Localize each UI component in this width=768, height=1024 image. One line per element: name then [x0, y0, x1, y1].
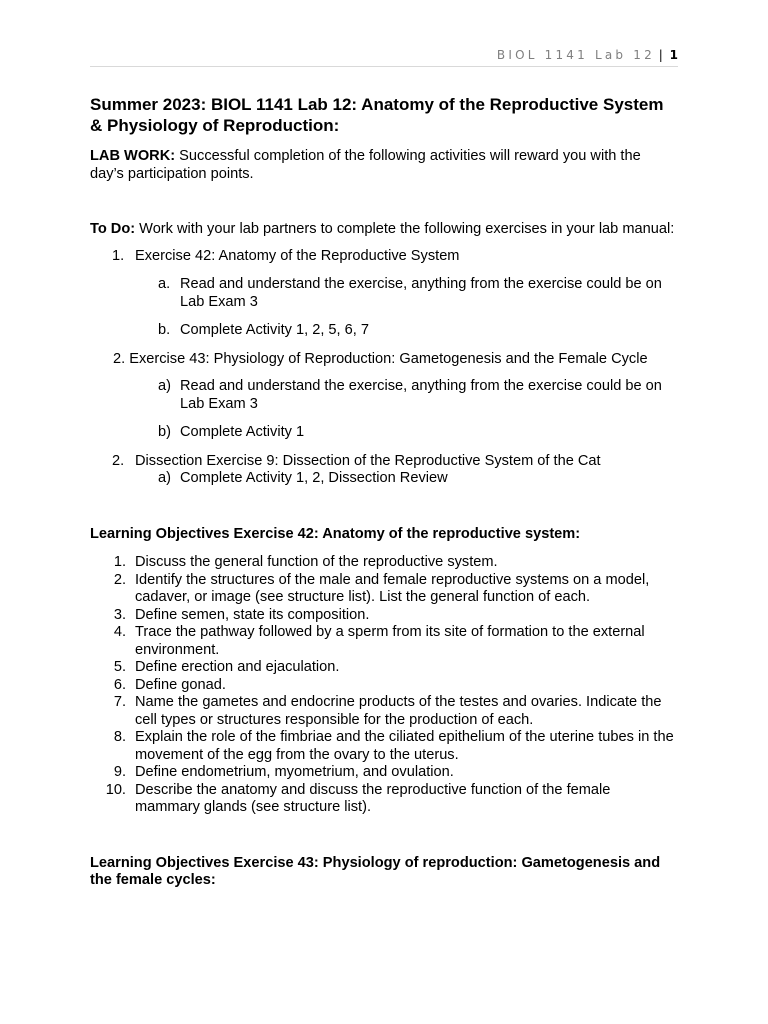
exercise-number: 2. [112, 452, 125, 469]
exercise-item [90, 248, 678, 266]
document-title: Summer 2023: BIOL 1141 Lab 12: Anatomy of the Reproductive System & Physiology of Reproduction: [90, 95, 664, 135]
objective-number: 3. [113, 606, 126, 623]
header-separator: | [658, 48, 663, 62]
exercise-subitem [90, 276, 678, 311]
subitem-text: Read and understand the exercise, anything from the exercise could be on Lab Exam 3 [180, 276, 662, 310]
exercise-text: Dissection Exercise 9: Dissection of the Reproductive System of the Cat [135, 452, 601, 469]
objective-number: 9. [113, 764, 126, 780]
objective-item [90, 782, 678, 817]
objective-item [90, 764, 678, 782]
objective-text: Define erection and ejaculation. [135, 659, 340, 675]
objective-item [90, 572, 678, 607]
subitem-text: Complete Activity 1, 2, 5, 6, 7 [180, 322, 369, 338]
exercise-item [90, 351, 678, 369]
exercise-item [90, 453, 678, 471]
objective-item [90, 729, 678, 764]
subitem-letter: b. [158, 322, 171, 338]
subitem-letter: b) [158, 424, 171, 440]
todo-paragraph [90, 221, 678, 239]
exercise-number: 1. [112, 247, 125, 264]
objective-text: Name the gametes and endocrine products of the testes and ovaries. Indicate the cell types or structures responsible for the production of each. [135, 694, 662, 728]
lab-work-paragraph [90, 148, 678, 183]
exercise-text: Exercise 42: Anatomy of the Reproductive System [135, 247, 460, 264]
objective-number: 7. [113, 694, 126, 710]
header-label: BIOL 1141 Lab 12 [496, 48, 655, 62]
objective-item [90, 694, 678, 729]
objective-item [90, 607, 678, 625]
subitem-text: Read and understand the exercise, anything from the exercise could be on Lab Exam 3 [180, 378, 662, 412]
objective-text: Identify the structures of the male and female reproductive systems on a model, cadaver, or image (see structure list). List the general function of each. [135, 571, 650, 605]
lab-work-label: LAB WORK: [90, 148, 176, 164]
todo-label: To Do: [90, 221, 136, 237]
objectives-42-heading: Learning Objectives Exercise 42: Anatomy of the reproductive system: [90, 525, 581, 542]
exercise-text: 2. Exercise 43: Physiology of Reproduction: Gametogenesis and the Female Cycle [113, 350, 648, 367]
objective-number: 4. [113, 624, 126, 640]
subitem-text: Complete Activity 1 [180, 424, 305, 440]
exercise-subitem [90, 470, 678, 488]
objective-text: Define gonad. [135, 676, 226, 693]
subitem-letter: a. [158, 276, 171, 292]
page-header [90, 44, 678, 67]
lab-work-text: Successful completion of the following activities will reward you with the day’s participation points. [90, 148, 641, 182]
objective-number: 8. [113, 729, 126, 745]
exercise-subitem [90, 424, 678, 442]
objective-text: Define semen, state its composition. [135, 606, 370, 623]
objective-text: Discuss the general function of the reproductive system. [135, 554, 498, 570]
objective-number: 10. [105, 781, 126, 798]
objective-item [90, 677, 678, 695]
page-number: 1 [669, 48, 678, 62]
objective-item [90, 659, 678, 677]
objective-number: 5. [113, 659, 126, 675]
exercise-subitem [90, 322, 678, 340]
todo-text: Work with your lab partners to complete the following exercises in your lab manual: [135, 221, 675, 237]
document-body [90, 94, 678, 890]
objective-text: Explain the role of the fimbriae and the ciliated epithelium of the uterine tubes in the movement of the egg from the ovary to the uterus. [135, 729, 674, 763]
objectives-43-heading: Learning Objectives Exercise 43: Physiology of reproduction: Gametogenesis and the female cycles: [90, 854, 661, 888]
exercise-subitem [90, 378, 678, 413]
objective-text: Trace the pathway followed by a sperm from its site of formation to the external environment. [135, 624, 645, 658]
objective-item [90, 624, 678, 659]
subitem-letter: a) [158, 378, 171, 394]
objective-text: Describe the anatomy and discuss the reproductive function of the female mammary glands (see structure list). [135, 781, 611, 815]
objective-number: 2. [113, 571, 126, 588]
objective-number: 6. [113, 676, 126, 693]
objective-number: 1. [113, 554, 126, 570]
subitem-letter: a) [158, 470, 171, 486]
objective-item [90, 554, 678, 572]
objective-text: Define endometrium, myometrium, and ovulation. [135, 764, 454, 780]
objectives-42-list [90, 554, 678, 817]
subitem-text: Complete Activity 1, 2, Dissection Review [180, 470, 448, 486]
